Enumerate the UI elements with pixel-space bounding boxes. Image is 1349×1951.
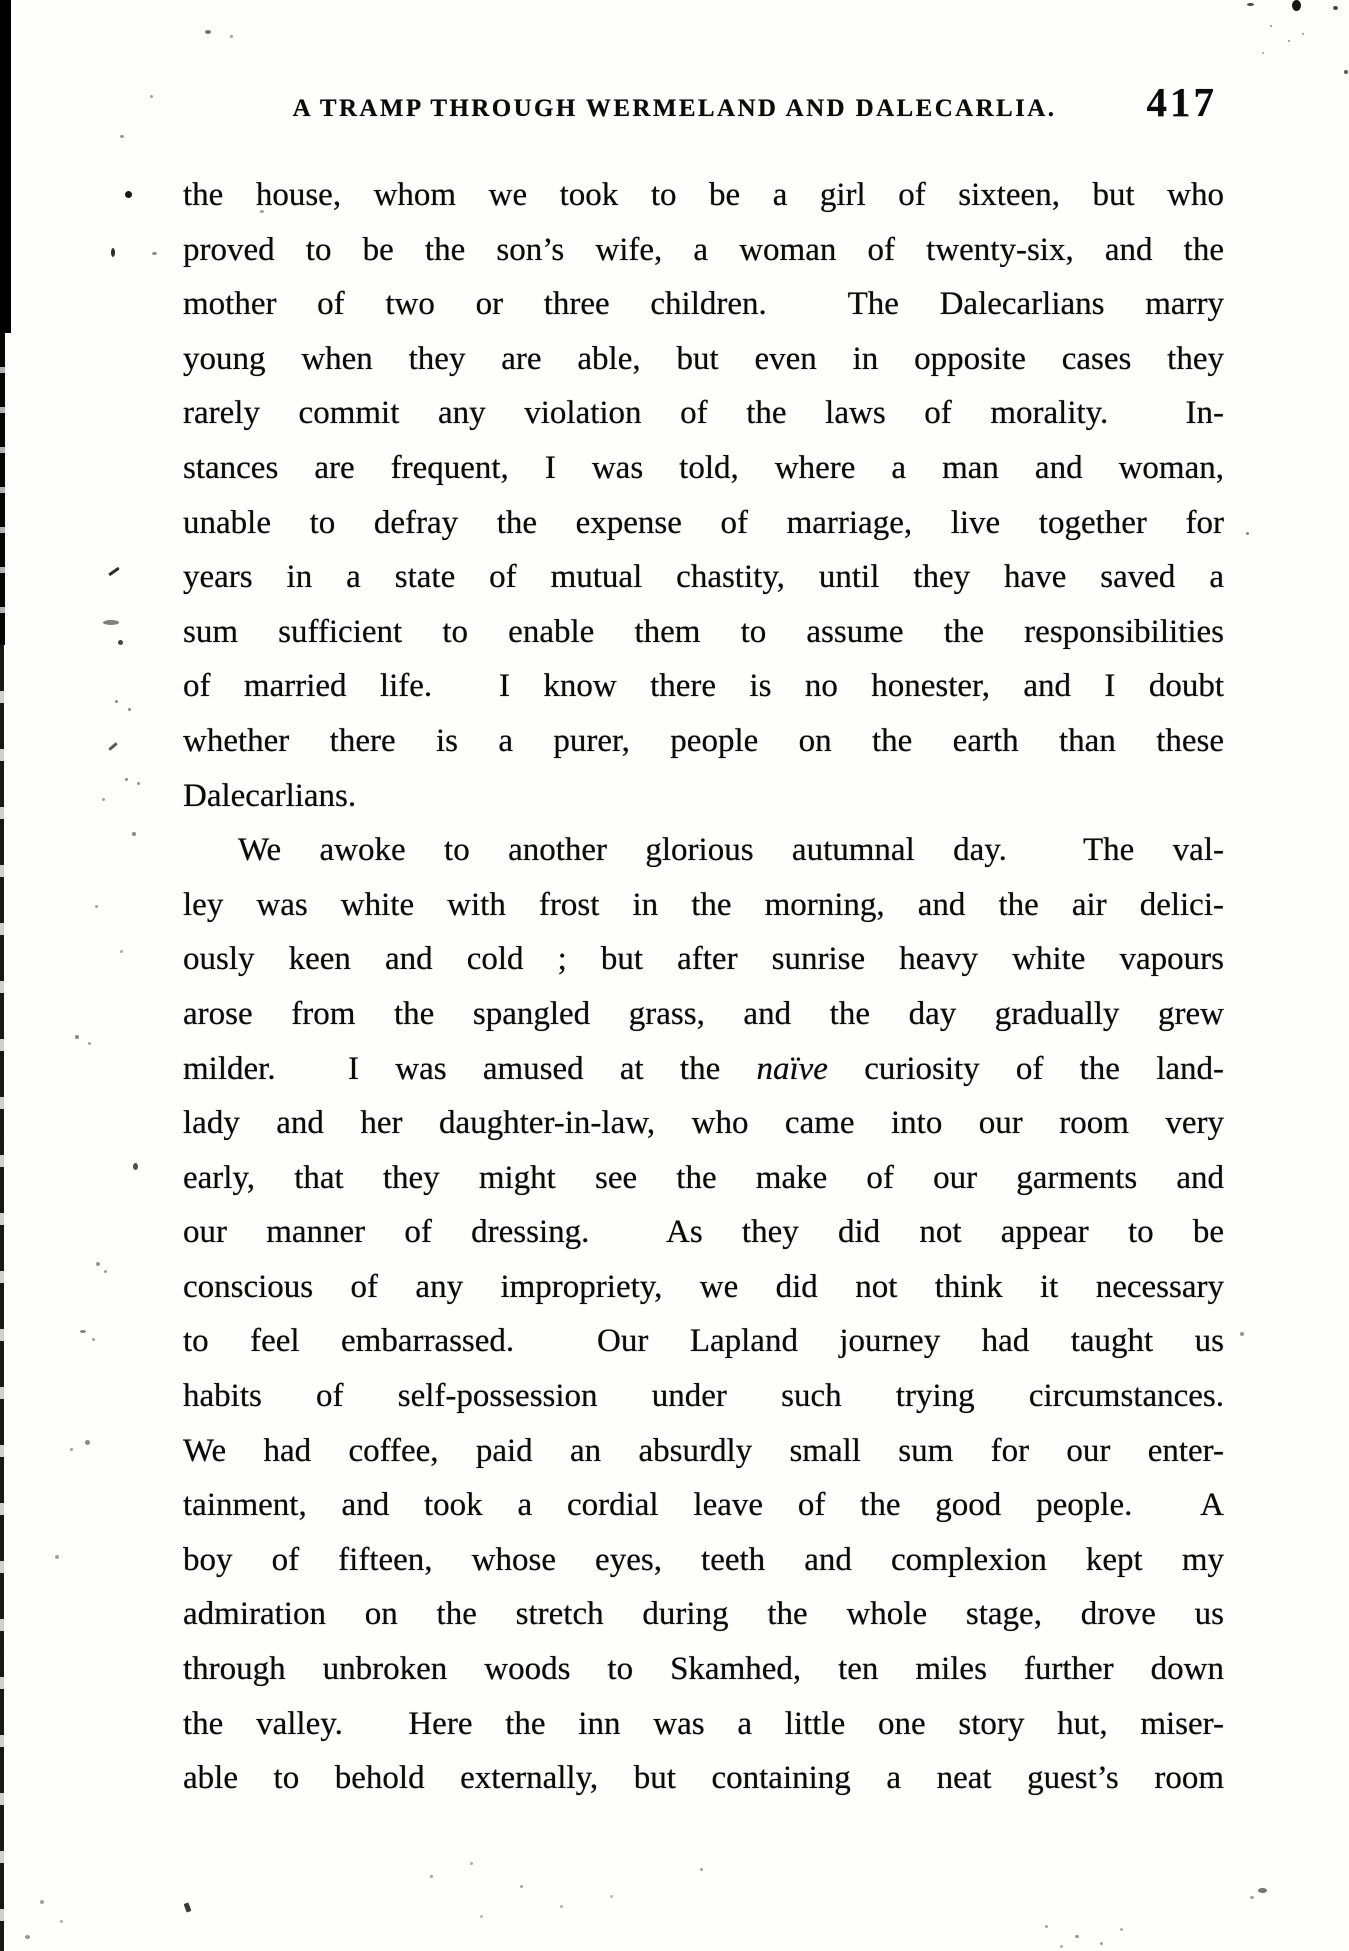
scan-speck bbox=[137, 782, 140, 785]
scan-speck bbox=[70, 1448, 73, 1451]
text-line: whether there is a purer, people on the earth than these bbox=[183, 722, 1224, 759]
text-line: years in a state of mutual chastity, until they have saved a bbox=[183, 559, 1224, 596]
text-line: early, that they might see the make of our garments and bbox=[183, 1159, 1224, 1196]
text-line: arose from the spangled grass, and the day gradually grew bbox=[183, 995, 1224, 1032]
scan-speck bbox=[1258, 1888, 1267, 1893]
scan-speck bbox=[85, 1440, 90, 1445]
scan-speck bbox=[125, 778, 128, 781]
scan-speck bbox=[60, 1920, 63, 1923]
scan-speck bbox=[152, 252, 157, 255]
scan-speck bbox=[40, 1900, 44, 1904]
text-block bbox=[183, 168, 1224, 1806]
text-line: boy of fifteen, whose eyes, teeth and complexion kept my bbox=[183, 1541, 1224, 1578]
text-line: habits of self-possession under such trying circumstances. bbox=[183, 1378, 1224, 1415]
text-segment: curiosity of the land- bbox=[827, 1050, 1224, 1087]
text-line: young when they are able, but even in opposite cases they bbox=[183, 340, 1224, 377]
scan-speck bbox=[1270, 25, 1272, 27]
scan-speck bbox=[610, 1895, 613, 1898]
scan-speck bbox=[132, 832, 136, 836]
scan-speck bbox=[118, 640, 123, 645]
text-line: rarely commit any violation of the laws of morality. In- bbox=[183, 395, 1224, 432]
scan-speck bbox=[470, 1862, 473, 1865]
text-line: ley was white with frost in the morning, and the air delici- bbox=[183, 886, 1224, 923]
scan-speck bbox=[120, 135, 124, 138]
scan-speck bbox=[88, 1042, 91, 1045]
scan-speck bbox=[1302, 33, 1304, 35]
scan-speck bbox=[55, 1555, 59, 1559]
text-line: proved to be the son’s wife, a woman of twenty-six, and the bbox=[183, 231, 1224, 268]
scan-speck bbox=[560, 1905, 563, 1908]
text-line: of married life. I know there is no honester, and I doubt bbox=[183, 668, 1224, 705]
text-line: We had coffee, paid an absurdly small sum for our enter- bbox=[183, 1432, 1224, 1469]
scan-speck bbox=[102, 798, 105, 801]
text-line: unable to defray the expense of marriage, live together for bbox=[183, 504, 1224, 541]
text-line: lady and her daughter-in-law, who came into our room very bbox=[183, 1105, 1224, 1142]
scan-speck bbox=[230, 35, 233, 38]
text-line: conscious of any impropriety, we did not think it necessary bbox=[183, 1268, 1224, 1305]
scan-speck bbox=[111, 248, 115, 257]
scan-speck bbox=[1262, 52, 1264, 54]
text-line: our manner of dressing. As they did not appear to be bbox=[183, 1214, 1224, 1251]
scan-speck bbox=[75, 1035, 79, 1039]
text-line: mother of two or three children. The Dalecarlians marry bbox=[183, 286, 1224, 323]
text-line: the valley. Here the inn was a little one story hut, miser- bbox=[183, 1705, 1224, 1742]
scan-speck bbox=[1045, 1925, 1048, 1928]
scan-speck bbox=[430, 1875, 433, 1878]
scan-speck bbox=[480, 1915, 483, 1918]
scan-speck bbox=[205, 30, 211, 34]
scan-edge-artifact bbox=[0, 645, 4, 1951]
scan-speck bbox=[115, 700, 118, 703]
page-number: 417 bbox=[1146, 79, 1217, 125]
scan-speck bbox=[1060, 1945, 1063, 1948]
text-segment: milder. I was amused at the bbox=[183, 1050, 757, 1087]
scan-speck bbox=[1292, 0, 1301, 11]
scan-speck bbox=[260, 210, 264, 213]
scan-speck bbox=[184, 1902, 192, 1912]
scan-speck bbox=[108, 742, 118, 751]
scan-speck bbox=[120, 950, 123, 953]
scan-speck bbox=[125, 191, 132, 198]
scan-speck bbox=[92, 1338, 95, 1341]
text-line: through unbroken woods to Skamhed, ten miles further down bbox=[183, 1651, 1224, 1688]
scan-speck bbox=[520, 1885, 523, 1888]
text-line bbox=[183, 1042, 1224, 1097]
text-line: to feel embarrassed. Our Lapland journey had taught us bbox=[183, 1323, 1224, 1360]
text-line: the house, whom we took to be a girl of sixteen, but who bbox=[183, 177, 1224, 213]
scan-speck bbox=[133, 1163, 138, 1170]
running-title: A TRAMP THROUGH WERMELAND AND DALECARLIA. bbox=[292, 95, 1057, 122]
scan-speck bbox=[96, 1262, 100, 1266]
text-line: admiration on the stretch during the whole stage, drove us bbox=[183, 1596, 1224, 1633]
scan-speck bbox=[1288, 40, 1290, 42]
text-line: Dalecarlians. bbox=[183, 777, 357, 814]
text-line: stances are frequent, I was told, where a man and woman, bbox=[183, 449, 1224, 486]
scan-speck bbox=[1333, 6, 1338, 10]
scan-speck bbox=[1246, 532, 1249, 535]
scan-edge-artifact bbox=[0, 333, 5, 645]
paragraph bbox=[183, 823, 1224, 1806]
scan-speck bbox=[1100, 1942, 1103, 1945]
scan-speck bbox=[103, 620, 119, 625]
text-line: tainment, and took a cordial leave of the good people. A bbox=[183, 1487, 1224, 1524]
text-line: sum sufficient to enable them to assume the responsibilities bbox=[183, 613, 1224, 650]
scan-speck bbox=[1250, 1896, 1254, 1899]
italic-word: naïve bbox=[756, 1050, 828, 1087]
scan-edge-artifact bbox=[0, 0, 11, 333]
scan-speck bbox=[108, 567, 120, 576]
text-line: We awoke to another glorious autumnal day. The val- bbox=[238, 832, 1224, 869]
scan-speck bbox=[104, 1270, 107, 1273]
scan-speck bbox=[1240, 1332, 1244, 1336]
scan-speck bbox=[25, 1935, 30, 1939]
scan-speck bbox=[1344, 70, 1348, 74]
scan-speck bbox=[1247, 3, 1254, 6]
scan-speck bbox=[95, 905, 98, 908]
scan-speck bbox=[1120, 1928, 1123, 1931]
text-line: ously keen and cold ; but after sunrise heavy white vapours bbox=[183, 941, 1224, 978]
scan-speck bbox=[128, 708, 131, 711]
scan-speck bbox=[150, 95, 153, 98]
text-line: able to behold externally, but containing a neat guest’s room bbox=[183, 1760, 1224, 1797]
scan-speck bbox=[700, 1868, 703, 1871]
paragraph bbox=[183, 168, 1224, 823]
scan-speck bbox=[1075, 1935, 1079, 1938]
scan-speck bbox=[80, 1330, 86, 1333]
